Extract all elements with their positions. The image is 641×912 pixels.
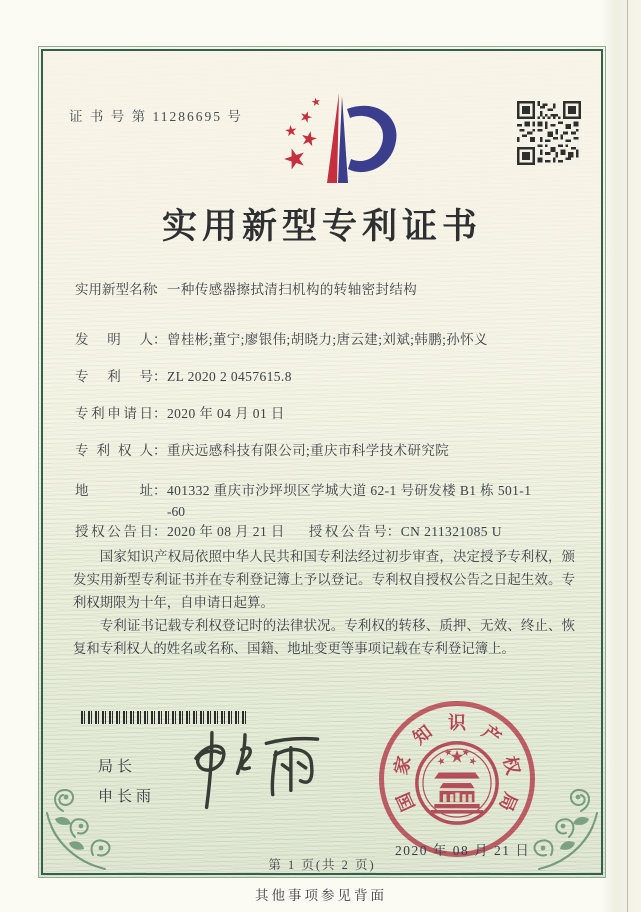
seal-char: 知: [409, 721, 436, 749]
field-colon: ：: [153, 406, 167, 421]
field-colon: ：: [153, 443, 167, 458]
field-value-grant-number: CN 211321085 U: [400, 524, 502, 539]
field-filing-date: [75, 403, 577, 425]
cnipa-patent-logo-icon: [253, 87, 428, 195]
field-utility-model-name: [75, 279, 577, 301]
field-colon: ：: [153, 524, 167, 539]
field-colon: ：: [153, 332, 167, 347]
certificate-fields: [75, 279, 577, 558]
field-grant-date-and-number: [75, 521, 577, 543]
field-inventors: [75, 329, 577, 351]
legal-text: [73, 545, 575, 660]
back-note: 其他事项参见背面: [255, 888, 387, 903]
field-colon: ：: [386, 524, 401, 539]
seal-char: 权: [499, 754, 524, 777]
field-label: 发明人: [75, 332, 153, 347]
patent-certificate-sheet: [38, 46, 606, 878]
seal-char: 局: [495, 789, 521, 815]
field-label: 地址: [75, 483, 153, 498]
field-colon: ：: [153, 483, 167, 498]
field-label: 专利权人: [75, 443, 153, 458]
director-title: 局长: [98, 759, 137, 775]
field-patentee: [75, 440, 577, 462]
qr-code-icon: [517, 101, 581, 165]
seal-char: 家: [390, 754, 415, 777]
field-value: 2020 年 04 月 01 日: [167, 406, 285, 421]
page-number: 第 1 页(共 2 页): [268, 858, 376, 872]
field-patent-number: [75, 366, 577, 388]
field-value: ZL 2020 2 0457615.8: [167, 369, 292, 384]
field-address-line2: -60: [167, 504, 185, 519]
field-label: 授权公告日: [75, 524, 153, 539]
field-value: 2020 年 08 月 21 日: [167, 524, 285, 539]
floral-corner-ornament-icon: [41, 779, 129, 875]
field-value: 一种传感器擦拭清扫机构的转轴密封结构: [167, 282, 418, 297]
field-value: 曾桂彬;董宁;廖银伟;胡晓力;唐云建;刘斌;韩鹏;孙怀义: [167, 332, 488, 347]
seal-char: 产: [478, 721, 505, 749]
certificate-border: [41, 49, 603, 875]
seal-char: 国: [393, 789, 419, 815]
field-label: 实用新型名称: [75, 282, 156, 297]
field-colon: ：: [153, 282, 167, 297]
field-colon: ：: [153, 369, 167, 384]
field-label: 专利号: [75, 369, 153, 384]
field-value: 401332 重庆市沙坪坝区学城大道 62-1 号研发楼 B1 栋 501-1: [167, 483, 532, 498]
seal-date: 2020 年 08 月 21 日: [395, 843, 531, 858]
seal-char: 识: [448, 713, 466, 733]
field-value: 重庆远感科技有限公司;重庆市科学技术研究院: [167, 443, 450, 458]
national-emblem-icon: [413, 735, 501, 831]
legal-paragraph-1: 国家知识产权局依照中华人民共和国专利法经过初步审查，决定授予专利权，颁发实用新型专利证书并在专利登记簿上予以登记。专利权自授权公告之日起生效。专利权期限为十年，自申请日起算。: [73, 549, 575, 610]
field-address: [75, 480, 577, 521]
legal-paragraph-2: 专利证书记载专利权登记时的法律状况。专利权的转移、质押、无效、终止、恢复和专利权人的姓名或名称、国籍、地址变更等事项记载在专利登记簿上。: [73, 618, 575, 656]
cnipa-round-seal-icon: [379, 701, 535, 857]
field-label: 专利申请日: [75, 406, 153, 421]
certificate-number: 证 书 号 第 11286695 号: [69, 109, 243, 124]
field-label-grant-number: 授权公告号: [308, 524, 387, 539]
director-name: 申长雨: [98, 789, 156, 805]
certificate-title: 实用新型专利证书: [161, 207, 482, 246]
scan-page-edge: [627, 0, 628, 912]
director-signature: [181, 723, 341, 815]
